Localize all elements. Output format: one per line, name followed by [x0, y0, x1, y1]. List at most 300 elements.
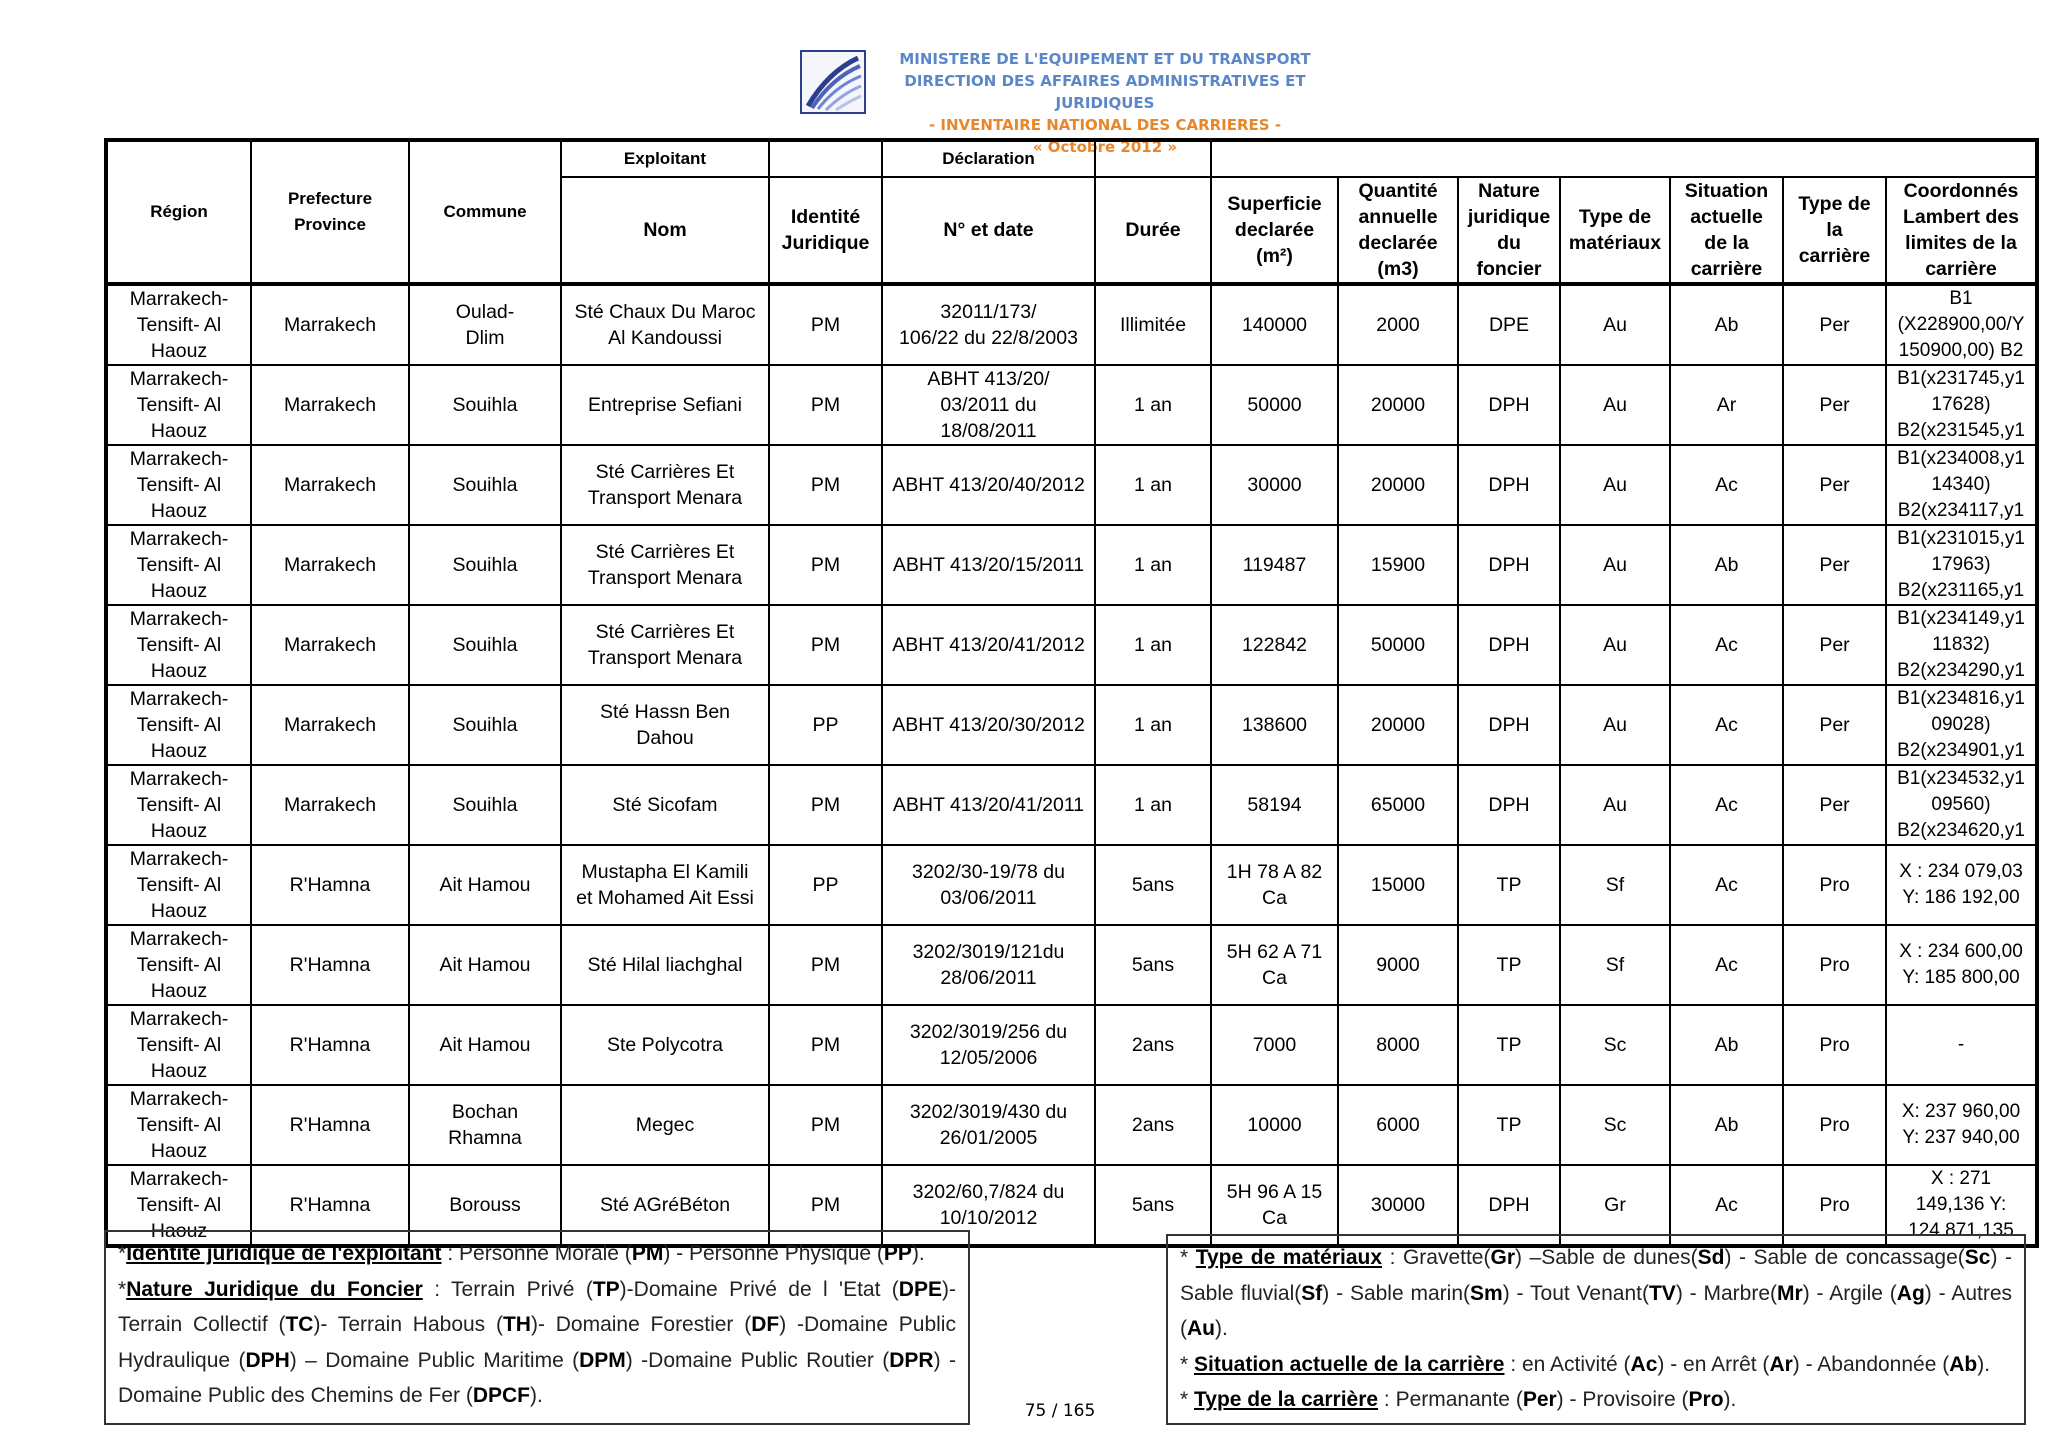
cell-line: Ait Hamou [439, 954, 531, 976]
cell-identite: PM [769, 1165, 882, 1246]
cell-line: Tensift- Al [136, 554, 222, 576]
cell-line: Sté Chaux Du Maroc [574, 301, 756, 323]
cell-quantite: 30000 [1338, 1165, 1458, 1246]
cell-superficie [1211, 685, 1338, 765]
quarries-table [104, 138, 2039, 1248]
cell-line: Tensift- Al [136, 714, 222, 736]
cell-line: Marrakech- [129, 448, 229, 470]
cell-nature: DPH [1458, 445, 1560, 525]
cell-line: Tensift- Al [136, 634, 222, 656]
cell-line: 122842 [1241, 634, 1308, 656]
table-row [106, 685, 2037, 765]
cell-numero [882, 605, 1095, 685]
cell-line: 30000 [1247, 474, 1302, 496]
cell-line: Al Kandoussi [608, 327, 722, 349]
legend-left [104, 1230, 970, 1425]
legend-nature: *Nature Juridique du Foncier : Terrain Privé (TP)-Domaine Privé de l 'Etat (DPE)- Terrain Collectif (TC)- Terrain Habous (TH)- Domaine Forestier (DF) -Domaine Public Hydraulique (DPH) – Domaine Public Maritime (DPM) -Domaine Public Routier (DPR) - Domaine Public des Chemins de Fer (DPCF). [118, 1277, 956, 1407]
cell-type-carriere: Pro [1783, 1085, 1886, 1165]
cell-prefecture [251, 1005, 409, 1085]
table-row [106, 365, 2037, 445]
cell-nature: DPH [1458, 525, 1560, 605]
legend-type-carriere: * Type de la carrière : Permanante (Per) - Provisoire (Pro). [1180, 1388, 1737, 1411]
cell-line: 150900,00) B2 [1898, 340, 2024, 361]
cell-line: 03/2011 du [940, 394, 1037, 416]
cell-type-carriere: Pro [1783, 1005, 1886, 1085]
cell-line: Megec [635, 1114, 695, 1136]
cell-line: 3202/3019/430 du [909, 1101, 1068, 1123]
legend-right [1166, 1234, 2026, 1425]
cell-line: Marrakech [283, 394, 377, 416]
inventory-title: - INVENTAIRE NATIONAL DES CARRIERES - [928, 116, 1282, 134]
cell-line: Marrakech- [129, 1088, 229, 1110]
cell-line: Tensift- Al [136, 314, 222, 336]
cell-line: Ca [1262, 1207, 1287, 1229]
cell-line: Marrakech- [129, 1008, 229, 1030]
cell-line: Sté AGréBéton [599, 1194, 731, 1216]
col-numero: N° et date [882, 177, 1095, 284]
cell-duree: 1 an [1095, 445, 1211, 525]
cell-line: R'Hamna [289, 874, 371, 896]
cell-prefecture [251, 1085, 409, 1165]
cell-duree: 1 an [1095, 605, 1211, 685]
cell-line: B1 [1949, 288, 1973, 309]
cell-line: Haouz [150, 820, 208, 842]
cell-nature: DPE [1458, 284, 1560, 365]
cell-superficie [1211, 845, 1338, 925]
cell-type-materiaux: Au [1560, 765, 1670, 845]
cell-line: Transport Menara [587, 647, 743, 669]
cell-numero [882, 365, 1095, 445]
cell-nature: DPH [1458, 765, 1560, 845]
cell-type-carriere: Per [1783, 445, 1886, 525]
cell-situation: Ac [1670, 445, 1783, 525]
cell-superficie [1211, 525, 1338, 605]
cell-line: ABHT 413/20/ [927, 368, 1050, 390]
cell-line: Tensift- Al [136, 1114, 222, 1136]
cell-identite: PM [769, 284, 882, 365]
cell-duree: Illimitée [1095, 284, 1211, 365]
document-header [800, 48, 1340, 156]
cell-nom [561, 605, 769, 685]
date-title: « Octobre 2012 » [1032, 138, 1178, 156]
cell-situation: Ac [1670, 845, 1783, 925]
cell-duree: 1 an [1095, 365, 1211, 445]
cell-duree: 2ans [1095, 1085, 1211, 1165]
cell-line: B1(x234816,y1 [1897, 688, 2025, 709]
cell-line: Sté Carrières Et [595, 621, 735, 643]
cell-superficie [1211, 284, 1338, 365]
cell-line: ABHT 413/20/41/2012 [892, 634, 1085, 656]
cell-nom [561, 284, 769, 365]
cell-line: 10000 [1247, 1114, 1302, 1136]
direction-title: DIRECTION DES AFFAIRES ADMINISTRATIVES ET JURIDIQUES [904, 72, 1306, 112]
legend-materiaux: * Type de matériaux : Gravette(Gr) –Sable de dunes(Sd) - Sable de concassage(Sc) - Sable fluvial(Sf) - Sable marin(Sm) - Tout Venant(TV) - Marbre(Mr) - Argile (Ag) - Autres (Au). [1180, 1246, 2013, 1340]
cell-commune [409, 765, 561, 845]
cell-line: Oulad- [455, 301, 515, 323]
cell-superficie [1211, 1085, 1338, 1165]
cell-commune [409, 365, 561, 445]
table-row [106, 1005, 2037, 1085]
cell-line: Tensift- Al [136, 474, 222, 496]
col-nom: Nom [561, 177, 769, 284]
cell-region [106, 284, 251, 365]
cell-line: Marrakech- [129, 288, 229, 310]
legend-situation: * Situation actuelle de la carrière : en Activité (Ac) - en Arrêt (Ar) - Abandonnée (Ab). [1180, 1352, 1991, 1376]
cell-line: ABHT 413/20/40/2012 [892, 474, 1085, 496]
cell-situation: Ar [1670, 365, 1783, 445]
cell-line: Rhamna [448, 1127, 522, 1149]
cell-identite: PM [769, 525, 882, 605]
cell-line: 106/22 du 22/8/2003 [899, 327, 1078, 349]
cell-type-carriere: Per [1783, 765, 1886, 845]
cell-line: 7000 [1252, 1034, 1297, 1056]
cell-numero [882, 284, 1095, 365]
cell-line: Bochan [451, 1101, 519, 1123]
cell-line: B2(x234290,y1 [1897, 660, 2025, 681]
col-identite: Identité Juridique [769, 177, 882, 284]
cell-line: 3202/30-19/78 du [912, 861, 1065, 883]
cell-line: - [1957, 1034, 1965, 1055]
group-blank-1 [769, 140, 882, 177]
cell-prefecture [251, 845, 409, 925]
cell-line: Dlim [465, 327, 505, 349]
cell-duree: 1 an [1095, 685, 1211, 765]
cell-line: Sté Hilal liachghal [587, 954, 743, 976]
cell-line: 5H 62 A 71 [1226, 941, 1323, 963]
cell-line: Haouz [150, 1060, 208, 1082]
cell-type-carriere: Pro [1783, 845, 1886, 925]
cell-commune [409, 845, 561, 925]
cell-type-materiaux: Sc [1560, 1005, 1670, 1085]
cell-line: Ait Hamou [439, 1034, 531, 1056]
col-superficie: Superficie declarée (m²) [1211, 177, 1338, 284]
cell-line: 3202/3019/121du [912, 941, 1065, 963]
cell-identite: PP [769, 685, 882, 765]
cell-line: Haouz [150, 980, 208, 1002]
cell-type-carriere: Per [1783, 365, 1886, 445]
cell-line: B1(x234149,y1 [1897, 608, 2025, 629]
cell-line: Marrakech [283, 474, 377, 496]
cell-line: Tensift- Al [136, 394, 222, 416]
cell-line: 03/06/2011 [940, 887, 1037, 909]
col-coordonnees: Coordonnés Lambert des limites de la carrière [1886, 177, 2037, 284]
cell-nature: TP [1458, 845, 1560, 925]
cell-type-materiaux: Sc [1560, 1085, 1670, 1165]
cell-line: Sté Sicofam [612, 794, 718, 816]
cell-line: Sté Carrières Et [595, 541, 735, 563]
cell-commune [409, 1005, 561, 1085]
cell-type-materiaux: Sf [1560, 925, 1670, 1005]
cell-commune [409, 925, 561, 1005]
cell-line: Borouss [449, 1194, 521, 1216]
cell-line: Marrakech- [129, 688, 229, 710]
cell-region [106, 445, 251, 525]
cell-superficie [1211, 365, 1338, 445]
cell-numero [882, 445, 1095, 525]
cell-region [106, 605, 251, 685]
cell-line: Haouz [150, 660, 208, 682]
cell-superficie [1211, 925, 1338, 1005]
cell-line: R'Hamna [289, 1194, 371, 1216]
cell-nom [561, 1005, 769, 1085]
cell-line: B1(x231015,y1 [1897, 528, 2025, 549]
group-blank-2 [1095, 140, 1211, 177]
cell-quantite: 9000 [1338, 925, 1458, 1005]
cell-line: 3202/3019/256 du [909, 1021, 1068, 1043]
cell-line: Entreprise Sefiani [588, 394, 742, 416]
cell-region [106, 1005, 251, 1085]
cell-line: Souihla [452, 714, 518, 736]
cell-commune [409, 284, 561, 365]
cell-line: Transport Menara [587, 487, 743, 509]
cell-situation: Ac [1670, 925, 1783, 1005]
cell-identite: PM [769, 365, 882, 445]
cell-line: X : 271 [1930, 1168, 1992, 1189]
cell-line: Souihla [452, 634, 518, 656]
cell-line: Tensift- Al [136, 1034, 222, 1056]
cell-line: Marrakech- [129, 528, 229, 550]
cell-identite: PP [769, 845, 882, 925]
cell-type-carriere: Pro [1783, 925, 1886, 1005]
cell-numero [882, 685, 1095, 765]
cell-line: 09028) [1931, 714, 1991, 735]
cell-prefecture [251, 765, 409, 845]
cell-line: 58194 [1247, 794, 1302, 816]
cell-line: 28/06/2011 [940, 967, 1037, 989]
cell-identite: PM [769, 925, 882, 1005]
cell-quantite: 8000 [1338, 1005, 1458, 1085]
col-commune: Commune [409, 140, 561, 284]
cell-line: Y: 185 800,00 [1902, 967, 2020, 988]
cell-situation: Ac [1670, 765, 1783, 845]
cell-nom [561, 765, 769, 845]
cell-line: Haouz [150, 420, 208, 442]
cell-line: X: 237 960,00 [1901, 1101, 2021, 1122]
cell-superficie [1211, 765, 1338, 845]
table-row [106, 525, 2037, 605]
cell-superficie [1211, 605, 1338, 685]
ministry-title: MINISTERE DE L'EQUIPEMENT ET DU TRANSPORT [899, 50, 1311, 68]
cell-coordonnees [1886, 1005, 2037, 1085]
table-row [106, 925, 2037, 1005]
cell-line: Haouz [150, 340, 208, 362]
cell-line: 11832) [1932, 634, 1990, 655]
cell-line: B2(x231165,y1 [1897, 580, 2025, 601]
cell-superficie [1211, 1005, 1338, 1085]
cell-commune [409, 525, 561, 605]
cell-line: 5H 96 A 15 [1226, 1181, 1323, 1203]
cell-line: R'Hamna [289, 954, 371, 976]
cell-line: 50000 [1247, 394, 1302, 416]
cell-nom [561, 685, 769, 765]
cell-nature: TP [1458, 1005, 1560, 1085]
cell-region [106, 925, 251, 1005]
cell-line: Tensift- Al [136, 1194, 222, 1216]
cell-type-carriere: Pro [1783, 1165, 1886, 1246]
col-nature: Nature juridique du foncier [1458, 177, 1560, 284]
cell-nature: DPH [1458, 685, 1560, 765]
cell-line: Tensift- Al [136, 874, 222, 896]
cell-line: B1(x231745,y1 [1897, 368, 2025, 389]
cell-identite: PM [769, 765, 882, 845]
cell-line: et Mohamed Ait Essi [576, 887, 754, 909]
cell-line: 3202/60,7/824 du [912, 1181, 1065, 1203]
ministry-logo [800, 50, 866, 114]
cell-coordonnees [1886, 445, 2037, 525]
cell-type-materiaux: Gr [1560, 1165, 1670, 1246]
table-row [106, 765, 2037, 845]
cell-prefecture [251, 525, 409, 605]
cell-situation: Ac [1670, 685, 1783, 765]
cell-line: Haouz [150, 740, 208, 762]
col-type-carriere: Type de la carrière [1783, 177, 1886, 284]
cell-type-materiaux: Au [1560, 445, 1670, 525]
cell-line: B2(x234117,y1 [1897, 500, 2025, 521]
cell-commune [409, 605, 561, 685]
cell-type-carriere: Per [1783, 605, 1886, 685]
cell-region [106, 1085, 251, 1165]
cell-nature: DPH [1458, 365, 1560, 445]
cell-line: Marrakech [283, 554, 377, 576]
table-row [106, 445, 2037, 525]
group-exploitant: Exploitant [561, 140, 769, 177]
cell-prefecture [251, 925, 409, 1005]
col-duree: Durée [1095, 177, 1211, 284]
cell-quantite: 2000 [1338, 284, 1458, 365]
cell-identite: PM [769, 445, 882, 525]
cell-line: Dahou [636, 727, 694, 749]
cell-line: Souihla [452, 394, 518, 416]
cell-situation: Ac [1670, 1165, 1783, 1246]
col-quantite: Quantité annuelle declarée (m3) [1338, 177, 1458, 284]
cell-superficie [1211, 445, 1338, 525]
table-row [106, 1085, 2037, 1165]
cell-line: 26/01/2005 [939, 1127, 1038, 1149]
cell-identite: PM [769, 605, 882, 685]
cell-line: X : 234 600,00 [1899, 941, 2023, 962]
cell-line: X : 234 079,03 [1899, 861, 2023, 882]
cell-type-materiaux: Au [1560, 365, 1670, 445]
cell-nature: DPH [1458, 605, 1560, 685]
cell-line: Marrakech [283, 714, 377, 736]
cell-line: 32011/173/ [940, 301, 1037, 323]
cell-line: Mustapha El Kamili [581, 861, 749, 883]
cell-identite: PM [769, 1085, 882, 1165]
cell-numero [882, 925, 1095, 1005]
cell-line: 12/05/2006 [939, 1047, 1038, 1069]
cell-line: Ca [1262, 967, 1287, 989]
cell-numero [882, 1005, 1095, 1085]
cell-quantite: 15000 [1338, 845, 1458, 925]
cell-line: Marrakech [283, 314, 377, 336]
cell-numero [882, 1085, 1095, 1165]
cell-duree: 1 an [1095, 525, 1211, 605]
cell-line: B1(x234008,y1 [1897, 448, 2025, 469]
cell-duree: 1 an [1095, 765, 1211, 845]
cell-prefecture [251, 445, 409, 525]
cell-coordonnees [1886, 365, 2037, 445]
cell-nom [561, 925, 769, 1005]
cell-line: Haouz [150, 900, 208, 922]
cell-line: Ait Hamou [439, 874, 531, 896]
cell-coordonnees [1886, 765, 2037, 845]
cell-nature: TP [1458, 925, 1560, 1005]
cell-region [106, 765, 251, 845]
cell-line: Marrakech- [129, 1168, 229, 1190]
cell-quantite: 20000 [1338, 365, 1458, 445]
cell-type-materiaux: Sf [1560, 845, 1670, 925]
cell-line: Tensift- Al [136, 954, 222, 976]
cell-line: Souihla [452, 554, 518, 576]
cell-line: Sté Carrières Et [595, 461, 735, 483]
col-type-materiaux: Type de matériaux [1560, 177, 1670, 284]
cell-coordonnees [1886, 1085, 2037, 1165]
cell-quantite: 50000 [1338, 605, 1458, 685]
cell-coordonnees [1886, 685, 2037, 765]
cell-line: Marrakech- [129, 768, 229, 790]
col-situation: Situation actuelle de la carrière [1670, 177, 1783, 284]
cell-line: Haouz [150, 580, 208, 602]
cell-line: B2(x231545,y1 [1897, 420, 2025, 441]
cell-line: ABHT 413/20/41/2011 [892, 794, 1085, 816]
cell-line: 18/08/2011 [940, 420, 1037, 442]
cell-duree: 5ans [1095, 925, 1211, 1005]
page-number: 75 / 165 [1024, 1401, 1096, 1421]
cell-nom [561, 845, 769, 925]
cell-line: Marrakech- [129, 848, 229, 870]
cell-coordonnees [1886, 605, 2037, 685]
col-region: Région [106, 140, 251, 284]
cell-line: Y: 237 940,00 [1902, 1127, 2020, 1148]
cell-line: 138600 [1241, 714, 1308, 736]
cell-type-materiaux: Au [1560, 284, 1670, 365]
cell-line: ABHT 413/20/30/2012 [892, 714, 1085, 736]
cell-commune [409, 685, 561, 765]
cell-line: 124 871,135 [1908, 1220, 2014, 1241]
cell-nature: TP [1458, 1085, 1560, 1165]
cell-line: B1(x234532,y1 [1897, 768, 2025, 789]
cell-nom [561, 445, 769, 525]
cell-line: Haouz [150, 500, 208, 522]
cell-numero [882, 845, 1095, 925]
table-body [106, 284, 2037, 1246]
cell-quantite: 20000 [1338, 445, 1458, 525]
cell-line: Haouz [150, 1220, 208, 1242]
cell-duree: 5ans [1095, 1165, 1211, 1246]
cell-nom [561, 365, 769, 445]
cell-type-materiaux: Au [1560, 525, 1670, 605]
cell-line: 149,136 Y: [1915, 1194, 2007, 1215]
cell-nom [561, 1085, 769, 1165]
cell-prefecture [251, 365, 409, 445]
cell-nom [561, 525, 769, 605]
cell-quantite: 15900 [1338, 525, 1458, 605]
cell-line: 17628) [1931, 394, 1991, 415]
cell-line: Ca [1262, 887, 1287, 909]
cell-line: 14340) [1931, 474, 1991, 495]
cell-situation: Ab [1670, 284, 1783, 365]
cell-region [106, 685, 251, 765]
cell-line: Marrakech [283, 794, 377, 816]
cell-prefecture [251, 284, 409, 365]
cell-type-materiaux: Au [1560, 605, 1670, 685]
cell-type-materiaux: Au [1560, 685, 1670, 765]
cell-identite: PM [769, 1005, 882, 1085]
cell-line: B2(x234901,y1 [1897, 740, 2025, 761]
cell-line: 09560) [1931, 794, 1991, 815]
group-declaration: Déclaration [882, 140, 1095, 177]
cell-type-carriere: Per [1783, 525, 1886, 605]
